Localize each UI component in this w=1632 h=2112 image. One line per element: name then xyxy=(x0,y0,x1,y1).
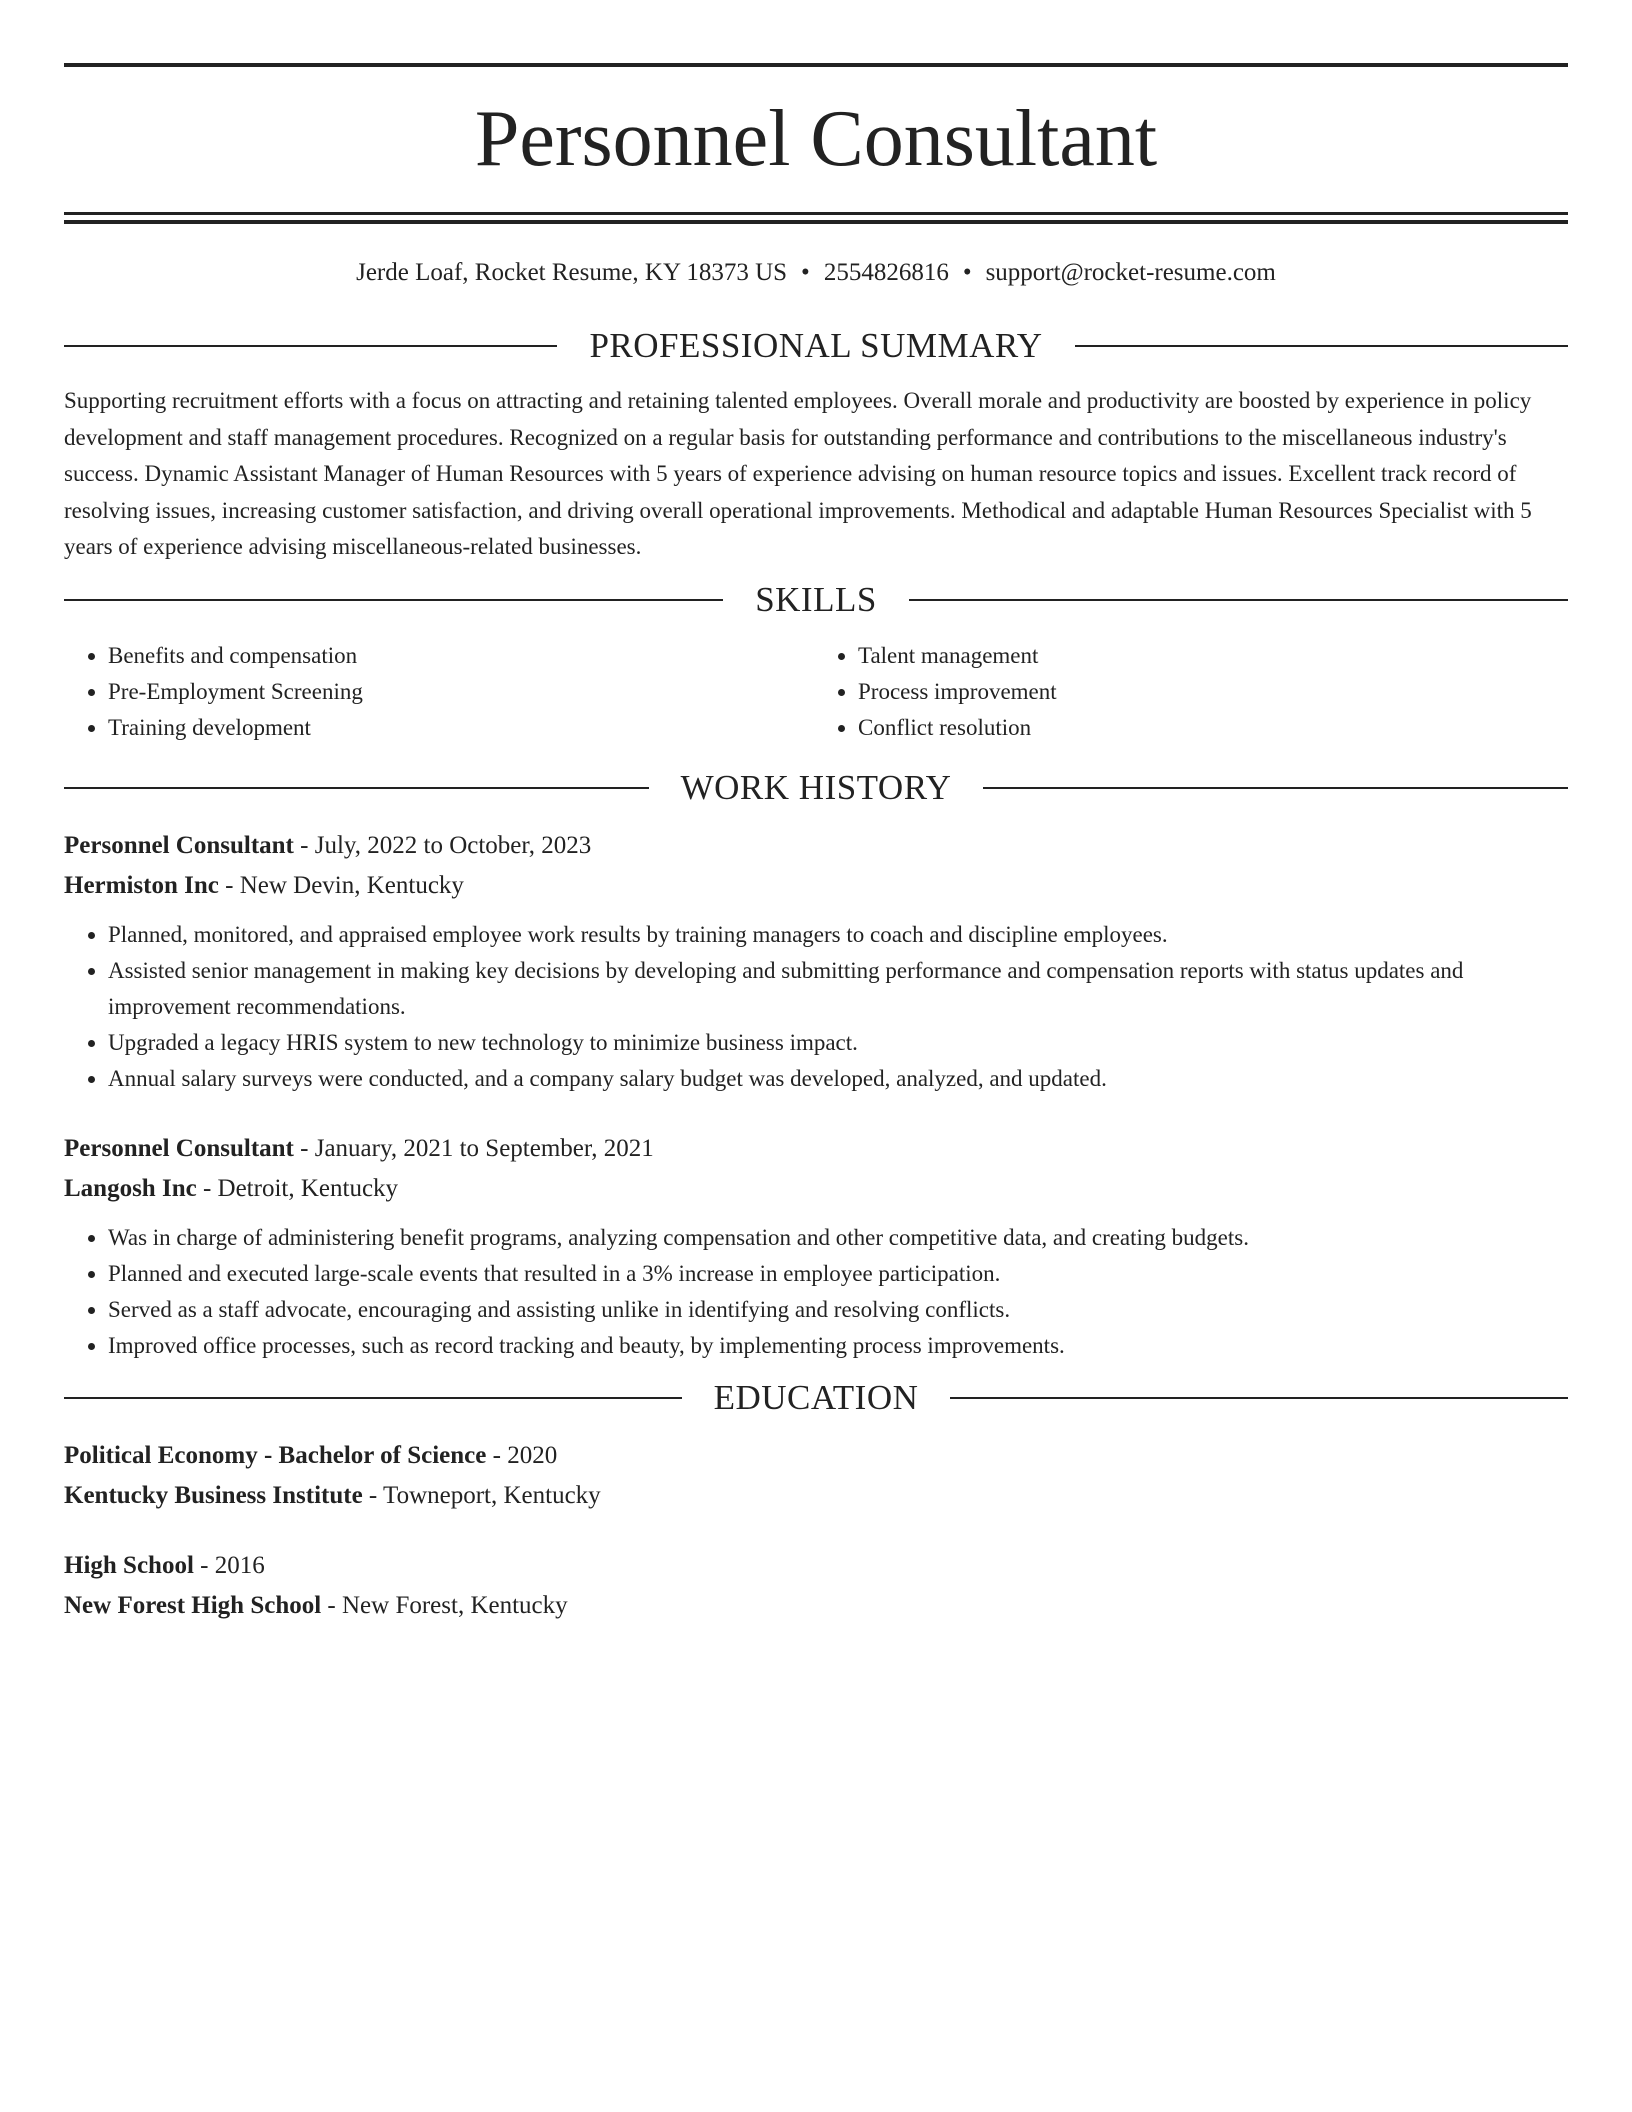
heading-rule-right xyxy=(1075,345,1568,347)
job-title: Personnel Consultant xyxy=(64,831,294,859)
job-bullet: • Planned and executed large-scale events that resulted in a 3% increase in employee participation. xyxy=(108,1256,1568,1292)
skills-heading-text: SKILLS xyxy=(755,579,877,619)
candidate-name: Personnel Consultant xyxy=(474,95,1158,183)
education-degree-line: Political Economy - Bachelor of Science - 2020 xyxy=(64,1441,558,1469)
summary-text: Supporting recruitment efforts with a focus on attracting and retaining talented employees. Overall morale and productivity are boosted by experience in policy development and staff management procedures. Recognized on a regular basis for outstanding performance and contributions to the miscellaneous industry's success. Dynamic Assistant Manager of Human Resources with 5 years of experience advising on human resource topics and issues. Excellent track record of resolving issues, increasing customer satisfaction, and driving overall operational improvements. Methodical and adaptable Human Resources Specialist with 5 years of experience advising miscellaneous-related businesses. xyxy=(64,388,1532,559)
job-dates: January, 2021 to September, 2021 xyxy=(314,1134,654,1162)
top-rule xyxy=(64,63,1568,67)
summary-heading xyxy=(64,324,1568,368)
work-heading xyxy=(64,766,1568,810)
skills-heading xyxy=(64,578,1568,622)
contact-phone: 2554826816 xyxy=(823,259,949,286)
job-dates: July, 2022 to October, 2023 xyxy=(314,831,592,859)
contact-separator: • xyxy=(801,259,810,286)
education-degree: High School xyxy=(64,1551,194,1579)
job-bullet: • Assisted senior management in making key decisions by developing and submitting performance and compensation reports with status updates and improvement recommendations. xyxy=(108,953,1568,1025)
job-bullets xyxy=(64,1220,1568,1364)
contact-line xyxy=(64,258,1568,288)
education-degree: Political Economy - Bachelor of Science xyxy=(64,1441,487,1469)
education-heading xyxy=(64,1376,1568,1420)
contact-email: support@rocket-resume.com xyxy=(985,259,1276,286)
heading-rule-right xyxy=(909,599,1568,601)
education-school-line: Kentucky Business Institute - Towneport, Kentucky xyxy=(64,1481,601,1509)
skill-item: • Training development xyxy=(108,710,818,746)
education-degree-line: High School - 2016 xyxy=(64,1551,265,1579)
job-bullet: • Served as a staff advocate, encouraging and assisting unlike in identifying and resolving conflicts. xyxy=(108,1292,1568,1328)
education-school-line: New Forest High School - New Forest, Kentucky xyxy=(64,1591,568,1619)
job-bullet: • Was in charge of administering benefit programs, analyzing compensation and other competitive data, and creating budgets. xyxy=(108,1220,1568,1256)
education-location: Towneport, Kentucky xyxy=(383,1481,601,1509)
education-school: Kentucky Business Institute xyxy=(64,1481,363,1509)
skill-item: • Talent management xyxy=(858,638,1568,674)
resume-page xyxy=(64,0,1568,1626)
job-title-line: Personnel Consultant - January, 2021 to September, 2021 xyxy=(64,1134,654,1162)
job-company-line: Hermiston Inc - New Devin, Kentucky xyxy=(64,871,464,899)
work-heading-text: WORK HISTORY xyxy=(680,767,952,807)
name-rule-lower xyxy=(64,220,1568,224)
heading-rule-right xyxy=(950,1397,1568,1399)
contact-address: Jerde Loaf, Rocket Resume, KY 18373 US xyxy=(356,259,788,286)
skills-list xyxy=(64,638,1568,746)
heading-rule-left xyxy=(64,1397,682,1399)
job-company-line: Langosh Inc - Detroit, Kentucky xyxy=(64,1174,399,1202)
education-heading-text: EDUCATION xyxy=(713,1377,919,1417)
skill-item: • Benefits and compensation xyxy=(108,638,818,674)
skill-item: • Pre-Employment Screening xyxy=(108,674,818,710)
job-company: Langosh Inc xyxy=(64,1174,197,1202)
education-entry xyxy=(64,1436,1568,1516)
heading-rule-left xyxy=(64,345,557,347)
job-bullets xyxy=(64,917,1568,1097)
job-entry xyxy=(64,826,1568,1097)
heading-rule-right xyxy=(983,787,1568,789)
name-rule-upper xyxy=(64,212,1568,215)
job-bullet: • Improved office processes, such as record tracking and beauty, by implementing process improvements. xyxy=(108,1328,1568,1364)
heading-rule-left xyxy=(64,599,723,601)
job-title-line: Personnel Consultant - July, 2022 to October, 2023 xyxy=(64,831,592,859)
skill-item: • Conflict resolution xyxy=(858,710,1568,746)
job-entry xyxy=(64,1129,1568,1364)
education-year: 2016 xyxy=(214,1551,265,1579)
skills-column-right xyxy=(818,638,1568,746)
job-bullet: • Upgraded a legacy HRIS system to new technology to minimize business impact. xyxy=(108,1025,1568,1061)
job-bullet: • Planned, monitored, and appraised employee work results by training managers to coach and discipline employees. xyxy=(108,917,1568,953)
skill-item: • Process improvement xyxy=(858,674,1568,710)
job-title: Personnel Consultant xyxy=(64,1134,294,1162)
job-location: Detroit, Kentucky xyxy=(217,1174,399,1202)
job-company: Hermiston Inc xyxy=(64,871,219,899)
skills-column-left xyxy=(64,638,818,746)
summary-heading-text: PROFESSIONAL SUMMARY xyxy=(589,326,1043,365)
education-year: 2020 xyxy=(507,1441,558,1469)
education-entry xyxy=(64,1546,1568,1626)
heading-rule-left xyxy=(64,787,649,789)
job-location: New Devin, Kentucky xyxy=(239,871,464,899)
job-bullet: • Annual salary surveys were conducted, and a company salary budget was developed, analyzed, and updated. xyxy=(108,1061,1568,1097)
education-location: New Forest, Kentucky xyxy=(342,1591,568,1619)
education-school: New Forest High School xyxy=(64,1591,322,1619)
contact-separator: • xyxy=(962,259,972,286)
